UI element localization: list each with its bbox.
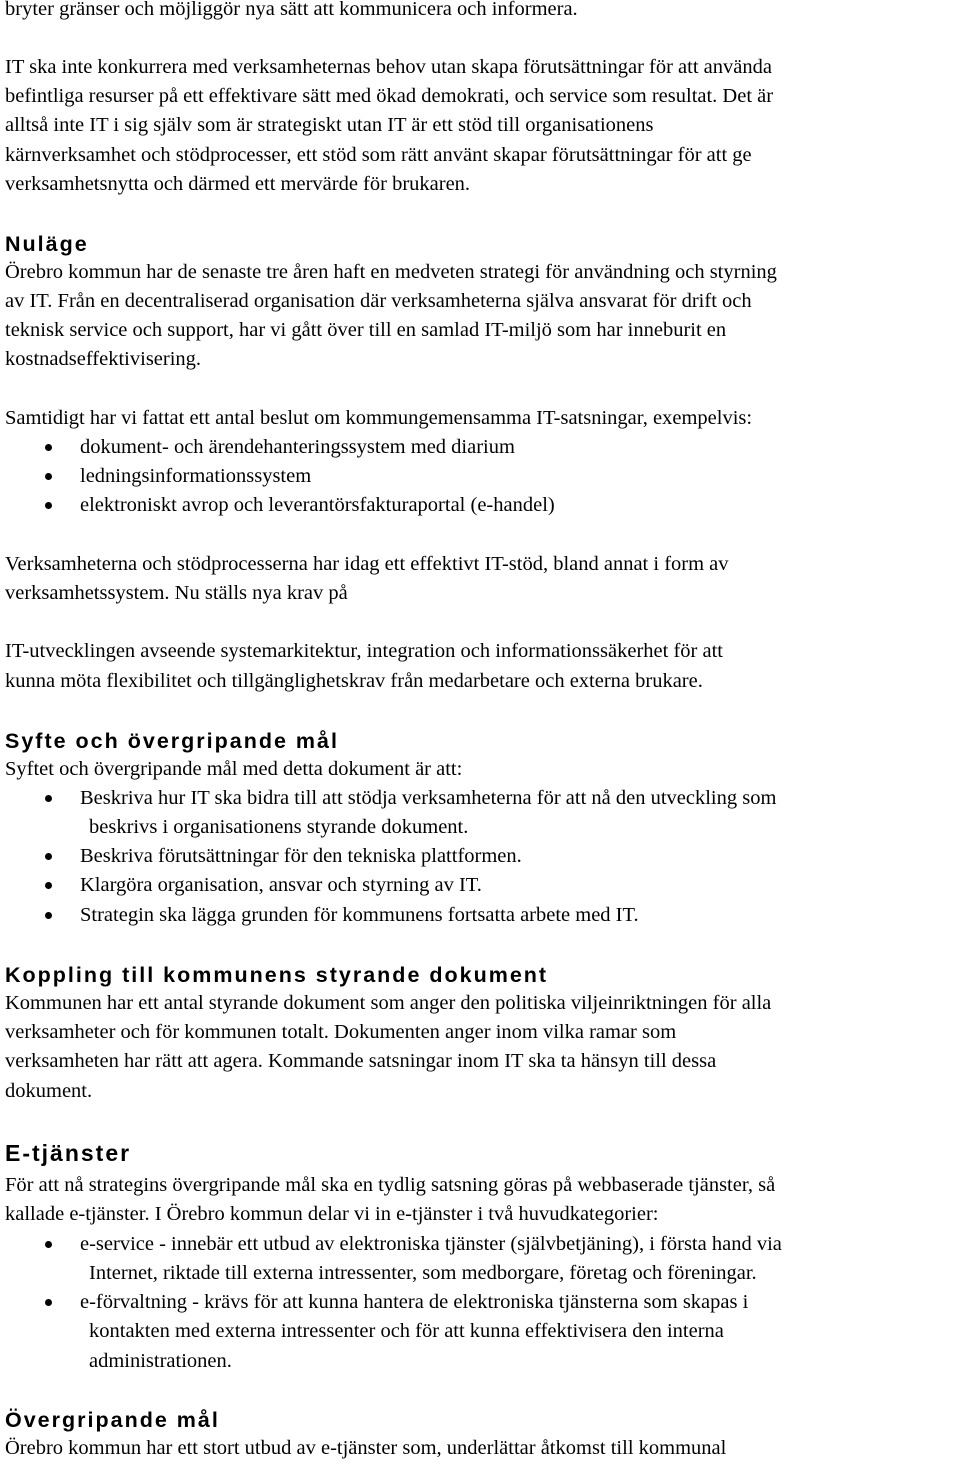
bullet-icon — [45, 473, 52, 480]
heading-koppling: Koppling till kommunens styrande dokument — [5, 963, 549, 987]
list-item — [80, 462, 311, 491]
text-line: IT-utvecklingen avseende systemarkitektur, integration och informationssäkerhet för att — [5, 640, 723, 662]
text-line: kärnverksamhet och stödprocesser, ett stöd som rätt använt skapar förutsättningar för att ge — [5, 144, 752, 166]
text-line: verksamhetssystem. Nu ställs nya krav på — [5, 582, 348, 604]
intro-line: bryter gränser och möjliggör nya sätt att kommunicera och informera. — [5, 0, 578, 20]
list-item-text: Strategin ska lägga grunden för kommunens fortsatta arbete med IT. — [80, 904, 639, 926]
text-line: verksamheter och för kommunen totalt. Dokumenten anger inom vilka ramar som — [5, 1021, 677, 1043]
list-item-text: Beskriva hur IT ska bidra till att stödja verksamheterna för att nå den utveckling som — [80, 787, 777, 809]
bullet-icon — [45, 882, 52, 889]
bullet-icon — [45, 912, 52, 919]
text-line: IT ska inte konkurrera med verksamheternas behov utan skapa förutsättningar för att använda — [5, 56, 772, 78]
text-line: Örebro kommun har de senaste tre åren haft en medveten strategi för användning och styrning — [5, 261, 777, 283]
nulage-paragraph-2: Samtidigt har vi fattat ett antal beslut om kommungemensamma IT-satsningar, exempelvis: — [5, 407, 753, 429]
list-item-text: Internet, riktade till externa intressenter, som medborgare, företag och föreningar. — [89, 1262, 757, 1285]
syfte-intro: Syftet och övergripande mål med detta dokument är att: — [5, 758, 463, 780]
list-item-text: e-förvaltning - krävs för att kunna hantera de elektroniska tjänsterna som skapas i — [80, 1291, 749, 1313]
bullet-icon — [45, 1241, 52, 1248]
list-item-text: elektroniskt avrop och leverantörsfakturaportal (e-handel) — [80, 494, 555, 516]
list-item-text: ledningsinformationssystem — [80, 465, 312, 487]
list-item-text: administrationen. — [89, 1349, 232, 1372]
bullet-icon — [45, 444, 52, 451]
text-line: För att nå strategins övergripande mål ska en tydlig satsning göras på webbaserade tjänster, så — [5, 1174, 776, 1196]
list-item — [80, 842, 522, 871]
text-line: dokument. — [5, 1080, 93, 1102]
heading-etjanster: E-tjänster — [5, 1140, 132, 1166]
text-line: alltså inte IT i sig själv som är strategiskt utan IT är ett stöd till organisationens — [5, 114, 654, 136]
text-line: Kommunen har ett antal styrande dokument som anger den politiska viljeinriktningen för alla — [5, 992, 772, 1014]
text-line: av IT. Från en decentraliserad organisation där verksamheterna själva ansvarat för drift och — [5, 290, 752, 312]
list-item — [80, 1288, 748, 1376]
text-line: befintliga resurser på ett effektivare sätt med ökad demokrati, och service som resultat. Det är — [5, 85, 774, 107]
bullet-icon — [45, 853, 52, 860]
overgripande-paragraph: Örebro kommun har ett stort utbud av e-tjänster som, underlättar åtkomst till kommunal — [5, 1437, 727, 1459]
bullet-icon — [45, 1299, 52, 1306]
list-item-text: Beskriva förutsättningar för den tekniska plattformen. — [80, 845, 522, 867]
list-item — [80, 1230, 782, 1289]
list-item — [80, 491, 555, 520]
list-item-text: beskrivs i organisationens styrande dokument. — [89, 816, 469, 839]
text-line: verksamhetsnytta och därmed ett mervärde för brukaren. — [5, 173, 471, 195]
list-item — [80, 784, 776, 843]
heading-overgripande: Övergripande mål — [5, 1408, 220, 1432]
text-line: teknisk service och support, har vi gått över till en samlad IT-miljö som har inneburit en — [5, 319, 727, 341]
list-item-text: Klargöra organisation, ansvar och styrning av IT. — [80, 874, 482, 896]
bullet-icon — [45, 795, 52, 802]
heading-syfte: Syfte och övergripande mål — [5, 729, 339, 753]
list-item-text: dokument- och ärendehanteringssystem med diarium — [80, 436, 515, 458]
list-item-text: e-service - innebär ett utbud av elektroniska tjänster (självbetjäning), i första hand via — [80, 1233, 782, 1255]
list-item-text: kontakten med externa intressenter och för att kunna effektivisera den interna — [89, 1320, 724, 1343]
text-line: kallade e-tjänster. I Örebro kommun delar vi in e-tjänster i två huvudkategorier: — [5, 1203, 659, 1225]
text-line: kostnadseffektivisering. — [5, 348, 202, 370]
text-line: Verksamheterna och stödprocesserna har idag ett effektivt IT-stöd, bland annat i form av — [5, 553, 729, 575]
heading-nulage: Nuläge — [5, 232, 89, 256]
list-item — [80, 901, 639, 930]
bullet-icon — [45, 502, 52, 509]
text-line: verksamheten har rätt att agera. Kommande satsningar inom IT ska ta hänsyn till dessa — [5, 1050, 717, 1072]
list-item — [80, 433, 515, 462]
list-item — [80, 871, 482, 900]
text-line: kunna möta flexibilitet och tillgänglighetskrav från medarbetare och externa brukare. — [5, 670, 703, 692]
